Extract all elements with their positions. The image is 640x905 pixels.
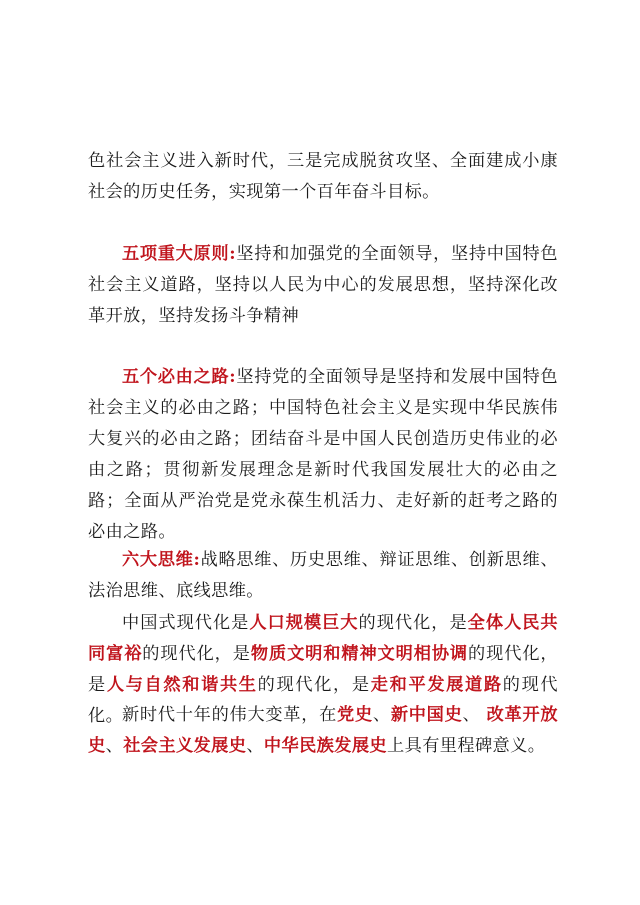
highlight-run: 全体人民共同富裕 xyxy=(88,613,559,664)
text-run: 的现代化，是 xyxy=(142,644,251,664)
paragraph-heading: 五个必由之路: xyxy=(122,367,237,387)
highlight-run: 新中国史 xyxy=(390,705,463,725)
text-run: 、 xyxy=(105,736,124,756)
highlight-run: 中华民族发展史 xyxy=(263,736,388,756)
text-run: 中国式现代化是 xyxy=(122,613,250,633)
paragraph-text: 色社会主义进入新时代，三是完成脱贫攻坚、全面建成小康社会的历史任务，实现第一个百年奋斗目标。 xyxy=(88,151,558,202)
text-run: 的现代化，是 xyxy=(88,644,558,695)
paragraph-six-thinking xyxy=(88,545,558,607)
paragraph-five-principles xyxy=(88,239,558,332)
highlight-run: 改革开放史 xyxy=(88,705,558,756)
highlight-run: 党史 xyxy=(337,705,373,725)
text-run: 、 xyxy=(372,705,391,725)
highlight-run: 人与自然和谐共生 xyxy=(106,675,258,695)
highlight-run: 社会主义发展史 xyxy=(123,736,247,756)
text-run: 、 xyxy=(462,705,487,725)
paragraph-heading: 六大思维: xyxy=(122,550,201,570)
paragraph-text: 坚持和加强党的全面领导，坚持中国特色社会主义道路，坚持以人民为中心的发展思想，坚持深化改革开放，坚持发扬斗争精神 xyxy=(88,244,558,326)
paragraph-heading: 五项重大原则: xyxy=(122,244,237,264)
paragraph-history-tasks xyxy=(88,146,558,208)
text-run: 上具有里程碑意义。 xyxy=(387,736,546,756)
text-run: 的现代化。 xyxy=(88,675,559,726)
paragraph-text: 战略思维、历史思维、辩证思维、创新思维、法治思维、底线思维。 xyxy=(88,550,558,601)
text-run: 新时代十年的伟大变革，在 xyxy=(122,705,338,725)
text-run: 、 xyxy=(246,736,264,756)
highlight-run: 人口规模巨大 xyxy=(249,613,359,633)
text-run: 的现代化，是 xyxy=(358,613,468,633)
paragraph-five-paths xyxy=(88,362,558,548)
paragraph-great-change xyxy=(88,700,558,762)
paragraph-text: 坚持党的全面领导是坚持和发展中国特色社会主义的必由之路；中国特色社会主义是实现中华民族伟大复兴的必由之路；团结奋斗是中国人民创造历史伟业的必由之路；贯彻新发展理念是新时代我国发展壮大的必由之路；全面从严治党是党永葆生机活力、走好新的赶考之路的必由之路。 xyxy=(88,367,558,542)
highlight-run: 物质文明和精神文明相协调 xyxy=(250,644,469,664)
highlight-run: 走和平发展道路 xyxy=(370,675,503,695)
text-run: 的现代化，是 xyxy=(257,675,371,695)
